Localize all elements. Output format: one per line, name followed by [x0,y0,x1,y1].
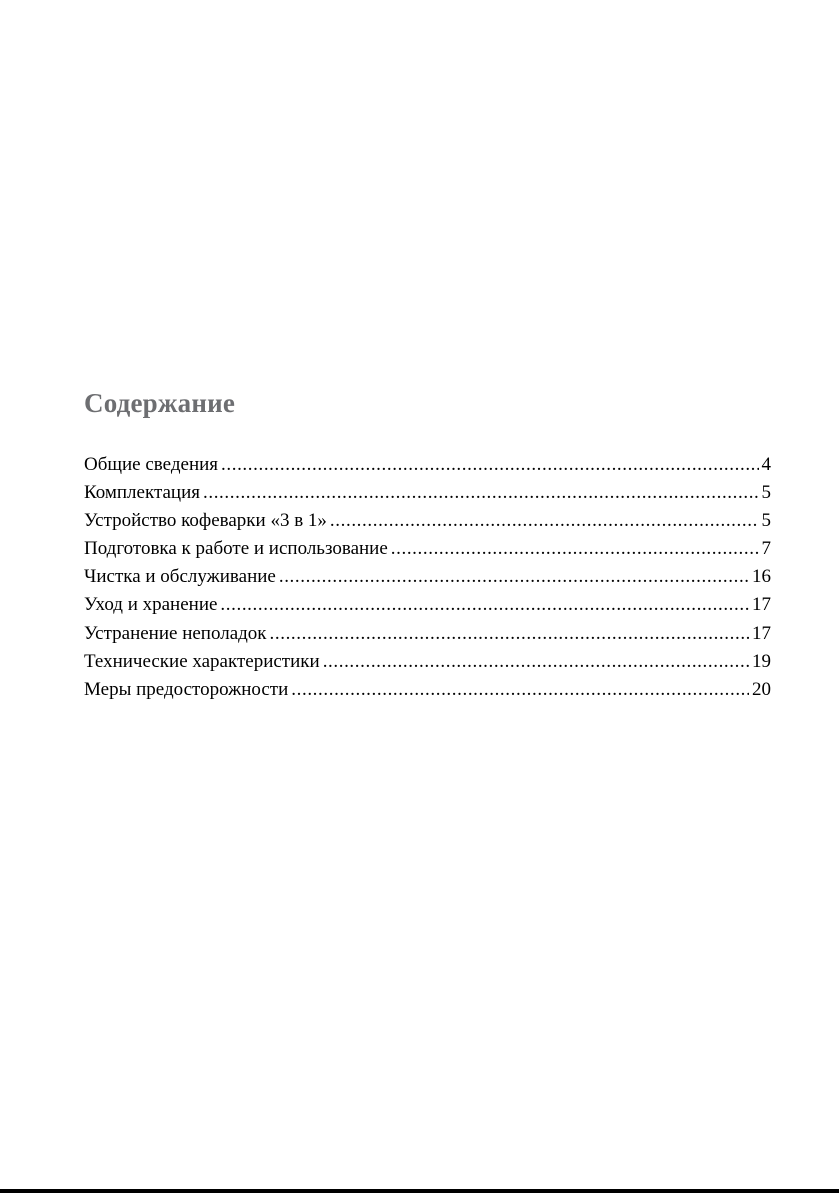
toc-entry-label: Технические характеристики [84,650,320,672]
toc-entry-label: Чистка и обслуживание [84,566,276,588]
page-bottom-border [0,1189,839,1193]
toc-entry-page: 5 [761,510,771,532]
toc-dot-leader [391,535,759,563]
toc-entry-label: Общие сведения [84,454,219,475]
toc-entry-label: Уход и хранение [84,594,218,616]
toc-entry [84,620,771,648]
toc-dot-leader [203,479,759,507]
toc-entry-page: 16 [752,566,771,588]
table-of-contents [84,451,771,704]
toc-entry-label: Меры предосторожности [84,678,289,700]
toc-dot-leader [330,507,759,535]
toc-entry-label: Устройство кофеварки «3 в 1» [84,510,327,532]
toc-dot-leader [221,451,758,479]
toc-entry [84,648,771,676]
toc-entry [84,479,771,507]
toc-entry-page: 19 [752,650,771,672]
toc-dot-leader [279,563,749,591]
toc-entry-page: 4 [761,454,771,475]
toc-dot-leader [323,648,749,676]
toc-entry [84,676,771,704]
toc-entry-page: 17 [752,622,771,644]
toc-entry [84,535,771,563]
toc-dot-leader [270,620,749,648]
toc-entry [84,451,771,479]
toc-entry-page: 20 [752,678,771,700]
toc-entry [84,563,771,591]
page-title: Содержание [84,388,236,418]
toc-entry-page: 17 [752,594,771,616]
toc-entry-page: 7 [761,538,771,560]
toc-entry-label: Комплектация [84,482,200,504]
toc-entry [84,507,771,535]
toc-entry [84,591,771,619]
toc-entry-label: Устранение неполадок [84,622,267,644]
toc-entry-page: 5 [761,482,771,504]
toc-dot-leader [220,591,749,619]
toc-entry-label: Подготовка к работе и использование [84,538,388,560]
toc-dot-leader [291,676,749,704]
